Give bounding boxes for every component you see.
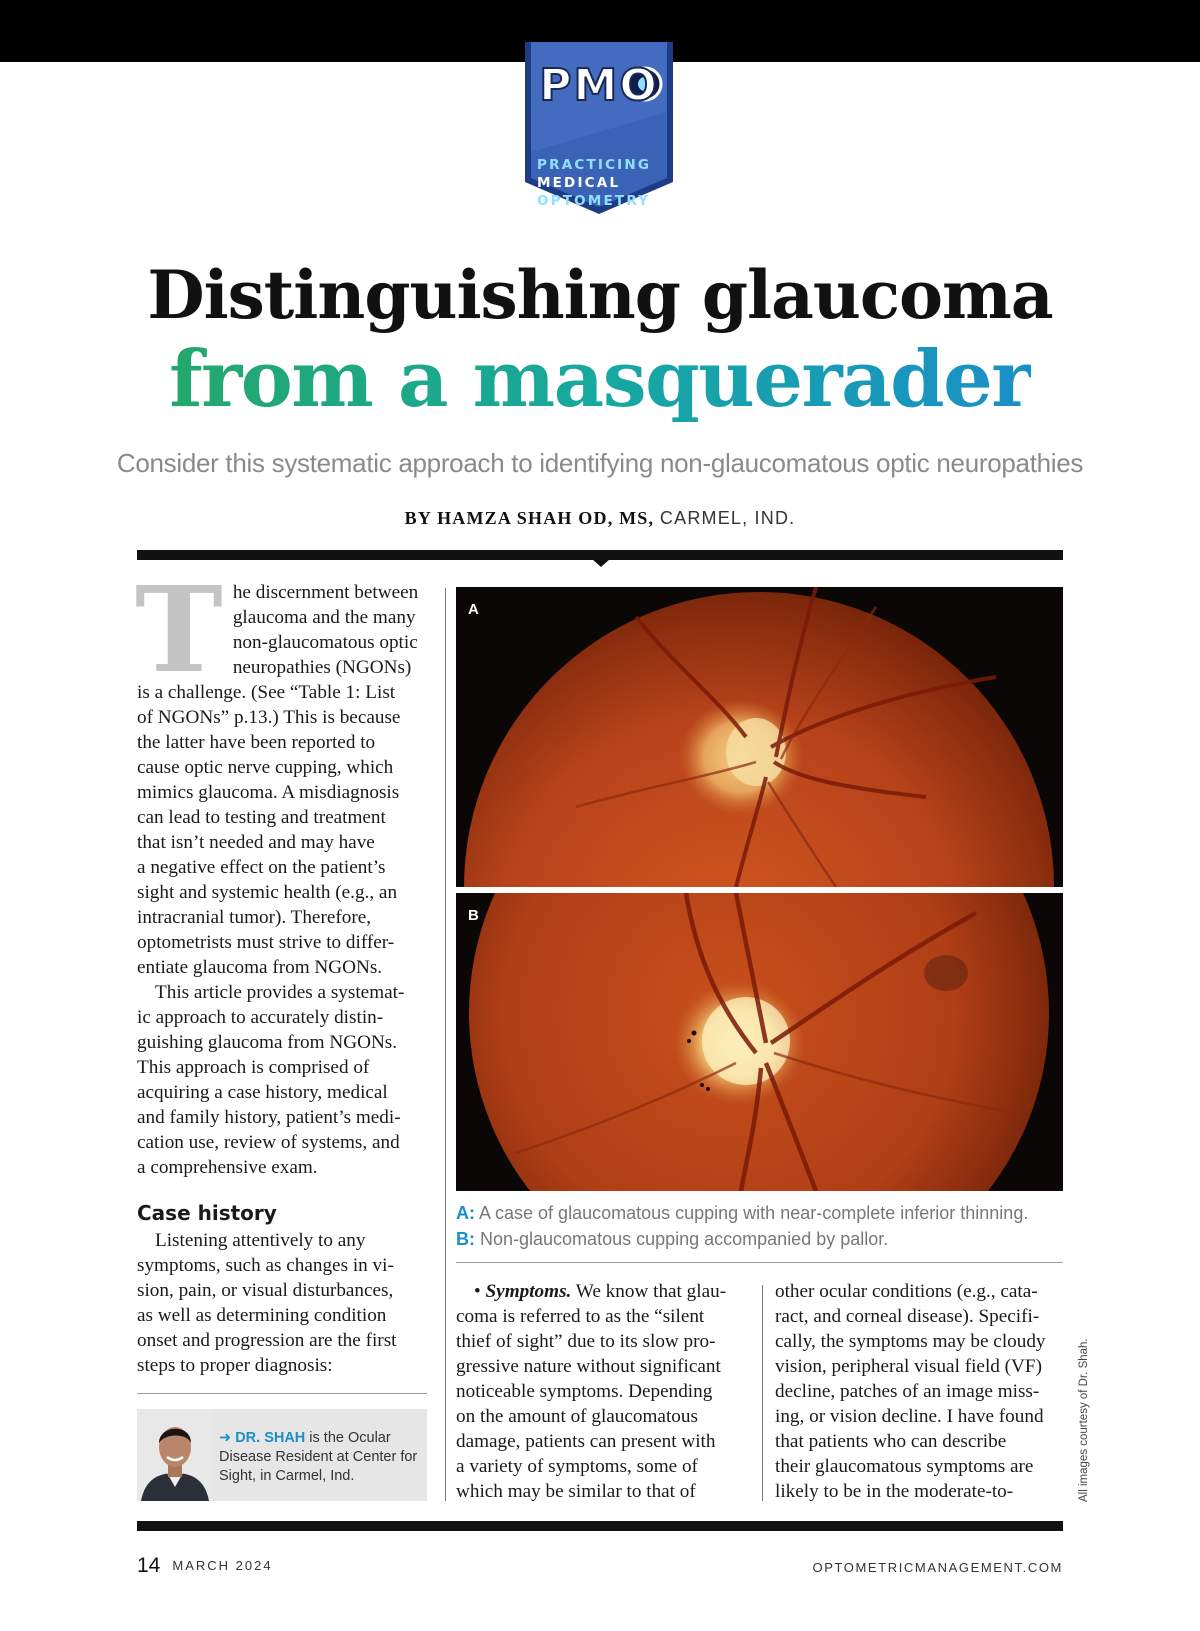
caption-a	[456, 1200, 1063, 1226]
text-line: that patients who can describe	[775, 1431, 1007, 1452]
text-line: as well as determining condition	[137, 1305, 387, 1326]
text-line: guishing glaucoma from NGONs.	[137, 1032, 398, 1053]
byline-location: CARMEL, IND.	[659, 508, 796, 528]
text-line: neuropathies (NGONs)	[232, 657, 412, 678]
byline-author: BY HAMZA SHAH OD, MS,	[404, 508, 655, 528]
text-line: of NGONs” p.13.) This is because	[137, 707, 401, 728]
top-rule-notch	[592, 559, 610, 567]
text-line: ic approach to accurately distin-	[137, 1007, 384, 1028]
caption-divider	[456, 1262, 1063, 1263]
figure-label-b: B	[468, 907, 479, 924]
bottom-rule	[137, 1521, 1063, 1531]
bio-divider	[137, 1393, 427, 1394]
fundus-image-a	[456, 587, 1063, 887]
text-line: decline, patches of an image miss-	[775, 1381, 1040, 1402]
text-line: vision, peripheral visual field (VF)	[775, 1356, 1042, 1377]
text-line: cation use, review of systems, and	[137, 1132, 400, 1153]
figure-label-a: A	[468, 601, 479, 618]
paragraph-symptoms	[456, 1279, 746, 1504]
text-line: intracranial tumor). Therefore,	[137, 907, 372, 928]
text-line: Listening attentively to any	[155, 1230, 366, 1251]
text-line: a comprehensive exam.	[137, 1157, 318, 1178]
caption-b	[456, 1226, 1063, 1252]
image-credit-text: All images courtesy of Dr. Shah.	[1078, 1338, 1090, 1502]
text-line: onset and progression are the first	[137, 1330, 397, 1351]
bio-name: DR. SHAH	[235, 1430, 306, 1446]
text-line: other ocular conditions (e.g., cata-	[775, 1281, 1038, 1302]
text-line: sion, pain, or visual disturbances,	[137, 1280, 394, 1301]
text-line: optometrists must strive to differ-	[137, 932, 395, 953]
folio	[137, 1554, 273, 1578]
text-line: We know that glau-	[575, 1281, 727, 1302]
left-column	[135, 560, 427, 1378]
arrow-icon: ➜	[219, 1430, 232, 1446]
badge-line-optometry: OPTOMETRY	[537, 193, 651, 209]
text-line: that isn’t needed and may have	[137, 832, 375, 853]
column-three	[775, 1279, 1065, 1504]
caption-b-label: B:	[456, 1229, 475, 1249]
site-url: OPTOMETRICMANAGEMENT.COM	[812, 1560, 1063, 1575]
symptoms-lead: Symptoms.	[485, 1281, 572, 1302]
text-line: ract, and corneal disease). Specifi-	[775, 1306, 1040, 1327]
text-line: entiate glaucoma from NGONs.	[137, 957, 383, 978]
subhead-case-history: Case history	[137, 1201, 277, 1225]
text-line: non-glaucomatous optic	[232, 632, 418, 653]
paragraph-symptoms-continued	[775, 1279, 1065, 1504]
badge-line-medical: MEDICAL	[537, 175, 621, 191]
badge-line-practicing: PRACTICING	[537, 157, 652, 173]
headline-line-2-text: from a masquerader	[169, 334, 1031, 425]
paragraph-approach	[137, 980, 427, 1180]
bio-text	[219, 1429, 424, 1486]
text-line: gressive nature without significant	[456, 1356, 721, 1377]
text-line: he discernment between	[232, 582, 419, 603]
text-line: can lead to testing and treatment	[137, 807, 386, 828]
page-number: 14	[137, 1554, 161, 1577]
paragraph-intro	[135, 560, 427, 980]
text-line: acquiring a case history, medical	[137, 1082, 388, 1103]
dropcap: T	[135, 560, 223, 699]
text-line: steps to proper diagnosis:	[137, 1355, 333, 1376]
text-line: damage, patients can present with	[456, 1431, 716, 1452]
text-line: which may be similar to that of	[456, 1481, 696, 1502]
bio-text-2: Disease Resident at Center for	[219, 1449, 418, 1465]
author-photo	[137, 1409, 213, 1501]
caption-a-text: A case of glaucomatous cupping with near-complete inferior thinning.	[475, 1203, 1029, 1223]
badge-logo-text: PMO	[539, 60, 659, 111]
author-bio	[137, 1409, 427, 1501]
headline-line-1: Distinguishing glaucoma	[147, 256, 1053, 334]
image-credit	[1076, 1338, 1096, 1502]
fundus-image-b	[456, 893, 1063, 1191]
caption-b-text: Non-glaucomatous cupping accompanied by pallor.	[475, 1229, 889, 1249]
text-line: thief of sight” due to its slow pro-	[456, 1331, 716, 1352]
paragraph-case-history	[137, 1228, 427, 1378]
text-line: This article provides a systemat-	[155, 982, 405, 1003]
pmo-badge	[519, 42, 679, 222]
text-line: and family history, patient’s medi-	[137, 1107, 401, 1128]
text-line: ing, or vision decline. I have found	[775, 1406, 1044, 1427]
text-line: the latter have been reported to	[137, 732, 376, 753]
text-line: their glaucomatous symptoms are	[775, 1456, 1034, 1477]
bio-text-1: is the Ocular	[305, 1430, 391, 1446]
text-line: sight and systemic health (e.g., an	[137, 882, 398, 903]
issue-date: MARCH 2024	[172, 1558, 273, 1573]
text-line: glaucoma and the many	[232, 607, 416, 628]
text-line: cally, the symptoms may be cloudy	[775, 1331, 1046, 1352]
text-line: coma is referred to as the “silent	[456, 1306, 705, 1327]
text-line: symptoms, such as changes in vi-	[137, 1255, 394, 1276]
column-rule	[445, 588, 446, 1501]
byline	[0, 508, 1200, 529]
text-line: a variety of symptoms, some of	[456, 1456, 698, 1477]
text-line: mimics glaucoma. A misdiagnosis	[137, 782, 400, 803]
headline-line-2	[0, 334, 1200, 425]
column-two	[456, 1279, 746, 1504]
text-line: likely to be in the moderate-to-	[775, 1481, 1014, 1502]
text-line: cause optic nerve cupping, which	[137, 757, 394, 778]
bullet: •	[474, 1281, 481, 1302]
text-line: a negative effect on the patient’s	[137, 857, 386, 878]
text-line: on the amount of glaucomatous	[456, 1406, 698, 1427]
column-separator	[762, 1285, 763, 1501]
caption-a-label: A:	[456, 1203, 475, 1223]
symptoms-text	[456, 1281, 726, 1502]
text-line: noticeable symptoms. Depending	[456, 1381, 713, 1402]
figure-caption	[456, 1200, 1063, 1252]
deck: Consider this systematic approach to identifying non-glaucomatous optic neuropathies	[116, 448, 1084, 478]
text-line: is a challenge. (See “Table 1: List	[137, 682, 396, 703]
bio-text-3: Sight, in Carmel, Ind.	[219, 1468, 355, 1484]
text-line: This approach is comprised of	[137, 1057, 370, 1078]
